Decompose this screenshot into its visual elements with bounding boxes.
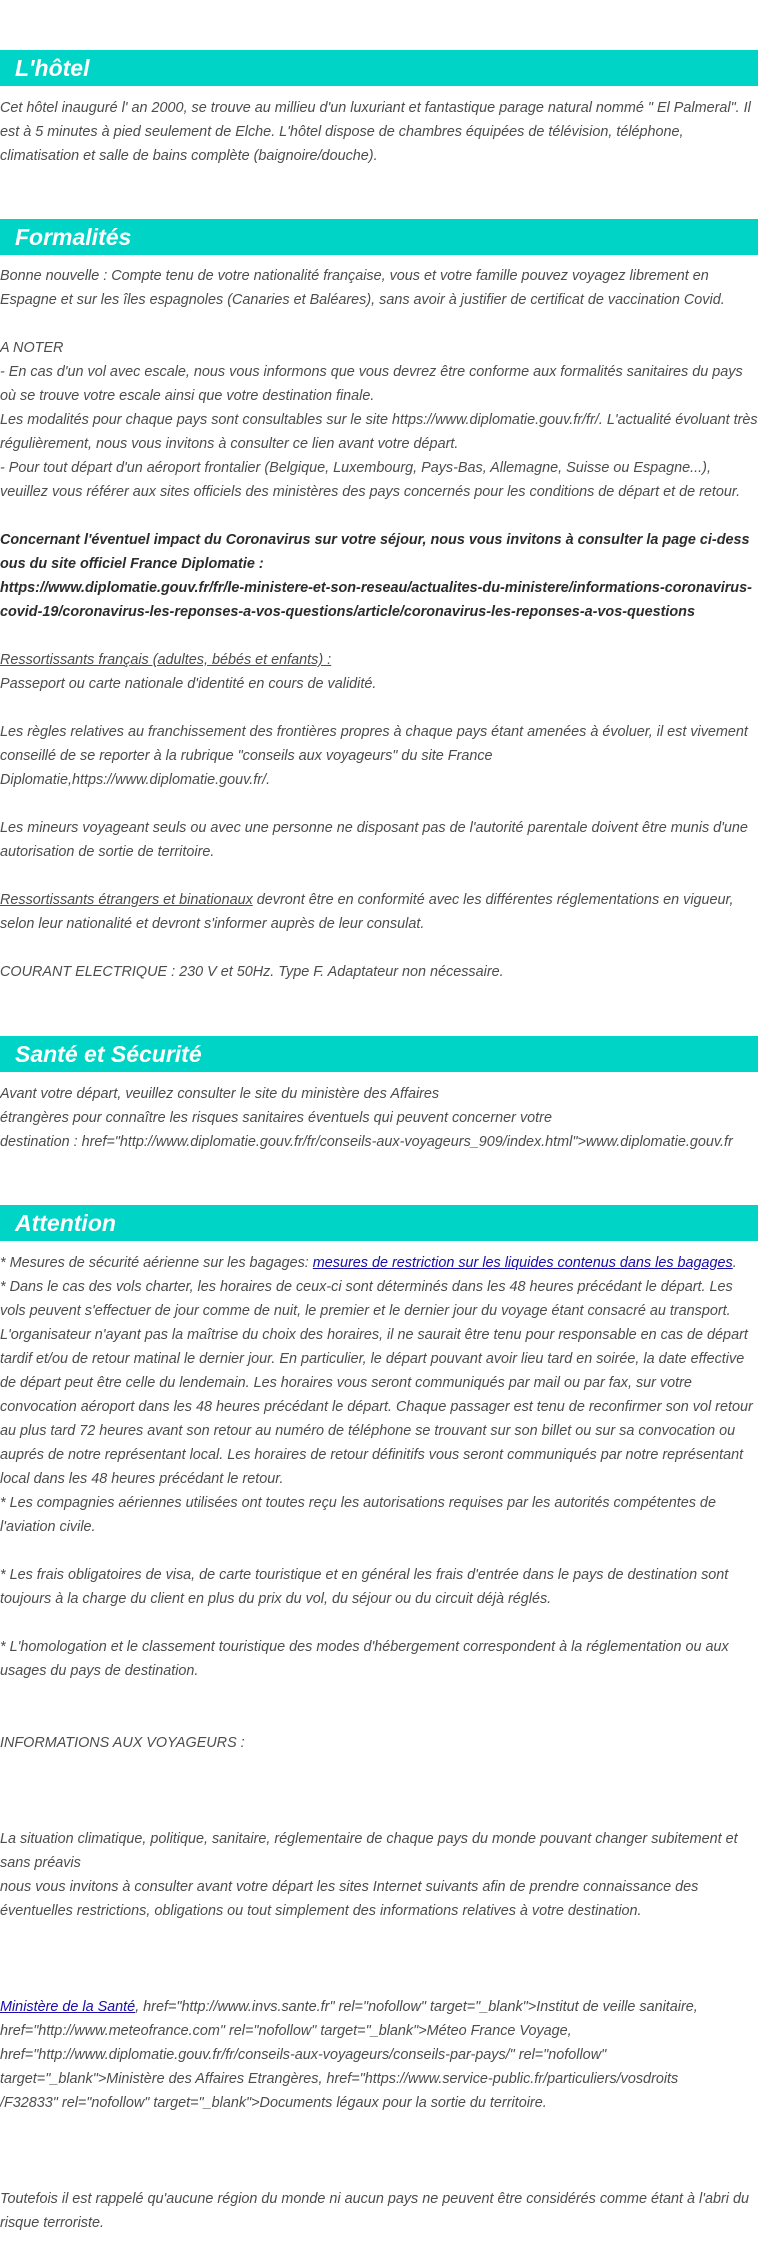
coronavirus-notice: Concernant l'éventuel impact du Coronavirus sur votre séjour, nous vous invitons à consulter la page ci-dessous du site officiel France Diplomatie : [0, 532, 750, 572]
charter-paragraph: * Dans le cas des vols charter, les horaires de ceux-ci sont déterminés dans les 48 heures précédant le départ. Les vols peuvent s'effectuer de jour comme de nuit, le premier et le dernier jour du voyage étant consacré au transport. L'organisateur n'ayant pas la maîtrise du choix des horaires, il ne saurait être tenu pour responsable en cas de départ tardif et/ou de retour matinal le dernier jour. En particulier, le départ pouvant avoir lieu tard en soirée, la date effective de départ peut être celle du lendemain. Les horaires vous seront communiqués par mail ou par fax, sur votre convocation aéroport dans les 48 heures précédant le départ. Chaque passager est tenu de reconfirmer son vol retour au plus tard 72 heures avant son retour au numéro de téléphone se trouvant sur son billet ou sur sa convocation ou auprés de notre représentant local. Les horaires de retour définitifs vous seront communiqués par notre représentant local dans les 48 heures précédant le retour. [0, 1279, 753, 1487]
section-title-sante: Santé et Sécurité [0, 1036, 758, 1072]
links-line-1-text: , href="http://www.invs.sante.fr" rel="nofollow" target="_blank">Institut de veille sanitaire, [135, 1999, 698, 2015]
fees-paragraph: * Les frais obligatoires de visa, de carte touristique et en général les frais d'entrée dans le pays de destination sont toujours à la charge du client en plus du prix du vol, du séjour ou du circuit déjà réglés. [0, 1567, 729, 1607]
airlines-paragraph: * Les compagnies aériennes utilisées ont toutes reçu les autorisations requises par les autorités compétentes de l'aviation civile. [0, 1495, 716, 1535]
french-nationals-requirements: Passeport ou carte nationale d'identité en cours de validité. [0, 676, 377, 692]
sante-line-1: Avant votre départ, veuillez consulter le site du ministère des Affaires [0, 1086, 440, 1102]
note-heading: A NOTER [0, 340, 64, 356]
ministry-health-link[interactable]: Ministère de la Santé [0, 1999, 136, 2015]
section-title-attention: Attention [0, 1205, 758, 1241]
links-line-5: /F32833" rel="nofollow" target="_blank">Documents légaux pour la sortie du territoire. [0, 2095, 547, 2111]
climate-line-2: nous vous invitons à consulter avant votre départ les sites Internet suivants afin de prendre connaissance des éventuelles restrictions, obligations ou tout simplement des informations relatives à votre destination. [0, 1879, 699, 1919]
hotel-section [0, 96, 758, 168]
terror-paragraph: Toutefois il est rappelé qu'aucune région du monde ni aucun pays ne peuvent être considérés comme étant à l'abri du risque terroriste. [0, 2191, 749, 2231]
attention-section [0, 1251, 758, 2235]
sante-section [0, 1082, 758, 1154]
foreign-nationals-heading: Ressortissants étrangers et binationaux [0, 892, 253, 908]
french-nationals-heading: Ressortissants français (adultes, bébés et enfants) : [0, 652, 332, 668]
minors-paragraph: Les mineurs voyageant seuls ou avec une personne ne disposant pas de l'autorité parentale doivent être munis d'une autorisation de sortie de territoire. [0, 820, 748, 860]
covid-news-paragraph: Bonne nouvelle : Compte tenu de votre nationalité française, vous et votre famille pouvez voyagez librement en Espagne et sur les îles espagnoles (Canaries et Baléares), sans avoir à justifier de certificat de vaccination Covid. [0, 268, 725, 308]
liquid-restrictions-link[interactable]: mesures de restriction sur les liquides contenus dans les bagages [312, 1255, 733, 1271]
baggage-paragraph [0, 1251, 758, 1275]
coronavirus-url: https://www.diplomatie.gouv.fr/fr/le-ministere-et-son-reseau/actualites-du-ministere/informations-coronavirus-covid-19/coronavirus-les-reponses-a-vos-questions/article/coronavirus-les-reponses-a-vos-questions [0, 580, 752, 620]
baggage-prefix: * Mesures de sécurité aérienne sur les bagages: [0, 1255, 313, 1271]
hotel-description: Cet hôtel inauguré l' an 2000, se trouve au millieu d'un luxuriant et fantastique parage natural nommé " El Palmeral". Il est à 5 minutes à pied seulement de Elche. L'hôtel dispose de chambres équipées de télévision, téléphone, climatisation et salle de bains complète (baignoire/douche). [0, 100, 751, 164]
links-line-2: href="http://www.meteofrance.com" rel="nofollow" target="_blank">Méteo France Voyage, [0, 2023, 572, 2039]
baggage-suffix: . [732, 1255, 737, 1271]
foreign-nationals-text: devront être en conformité avec les différentes réglementations en vigueur, selon leur nationalité et devront s'informer auprès de leur consulat. [0, 892, 734, 932]
links-line-4: target="_blank">Ministère des Affaires Etrangères, href="https://www.service-public.fr/particuliers/vosdroits [0, 2071, 679, 2087]
note-stopover: - En cas d'un vol avec escale, nous vous informons que vous devrez être conforme aux formalités sanitaires du pays où se trouve votre escale ainsi que votre destination finale. [0, 364, 743, 404]
sante-line-2: étrangères pour connaître les risques sanitaires éventuels qui peuvent concerner votre [0, 1110, 552, 1126]
info-heading: INFORMATIONS AUX VOYAGEURS : [0, 1735, 245, 1751]
foreign-nationals-paragraph [0, 888, 758, 936]
note-border-airport: - Pour tout départ d'un aéroport frontalier (Belgique, Luxembourg, Pays-Bas, Allemagne, Suisse ou Espagne...), veuillez vous référer aux sites officiels des ministères des pays concernés pour les conditions de départ et de retour. [0, 460, 741, 500]
climate-line-1: La situation climatique, politique, sanitaire, réglementaire de chaque pays du monde pouvant changer subitement et sans préavis [0, 1831, 738, 1871]
formalites-section [0, 264, 758, 984]
links-line-3: href="http://www.diplomatie.gouv.fr/fr/conseils-aux-voyageurs/conseils-par-pays/" rel="nofollow" [0, 2047, 607, 2063]
homologation-paragraph: * L'homologation et le classement touristique des modes d'hébergement correspondent à la réglementation ou aux usages du pays de destination. [0, 1639, 729, 1679]
sante-line-3: destination : href="http://www.diplomatie.gouv.fr/fr/conseils-aux-voyageurs_909/index.html">www.diplomatie.gouv.fr [0, 1134, 733, 1150]
border-rules-paragraph: Les règles relatives au franchissement des frontières propres à chaque pays étant amenées à évoluer, il est vivement conseillé de se reporter à la rubrique "conseils aux voyageurs" du site France Diplomatie,https://www.diplomatie.gouv.fr/. [0, 724, 748, 788]
note-modalities: Les modalités pour chaque pays sont consultables sur le site https://www.diplomatie.gouv.fr/fr/. L'actualité évoluant très régulièrement, nous vous invitons à consulter ce lien avant votre départ. [0, 412, 758, 452]
electric-info: COURANT ELECTRIQUE : 230 V et 50Hz. Type F. Adaptateur non nécessaire. [0, 964, 504, 980]
section-title-formalites: Formalités [0, 219, 758, 255]
section-title-hotel: L'hôtel [0, 50, 758, 86]
links-line-1 [0, 1995, 758, 2019]
